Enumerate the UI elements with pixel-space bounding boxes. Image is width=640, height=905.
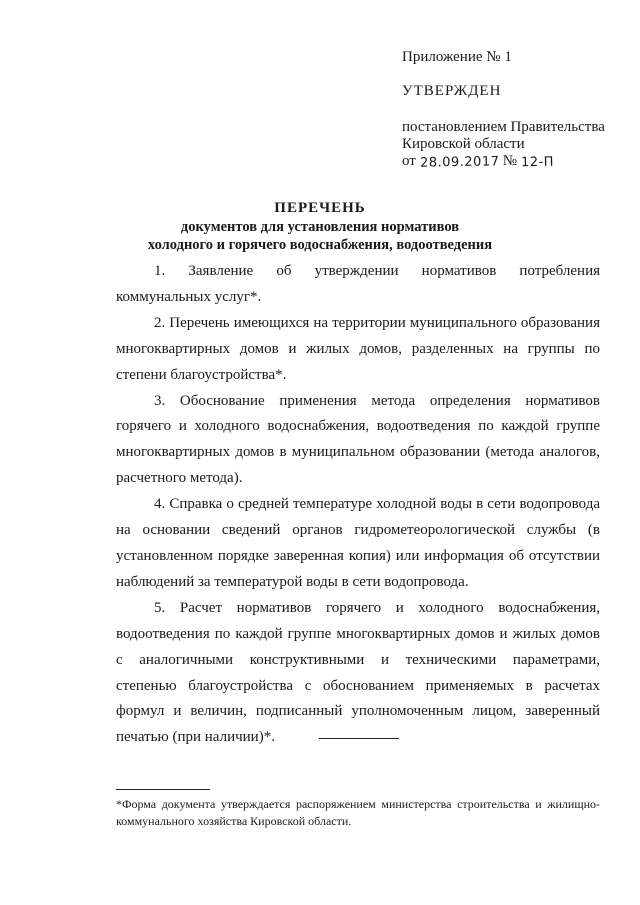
- title-subtitle-line-2: холодного и горячего водоснабжения, водоотведения: [147, 237, 493, 253]
- footnote: *Форма документа утверждается распоряжением министерства строительства и жилищно-коммунального хозяйства Кировской области.: [116, 797, 600, 828]
- decree-number-label: №: [502, 153, 518, 169]
- decree-date-handwritten: 28.09.2017: [419, 154, 500, 171]
- list-item: 3. Обоснование применения метода определения нормативов горячего и холодного водоснабжения, водоотведения по каждой группе многоквартирных домов в муниципальном образовании (метода аналогов, расчетного метода).: [116, 392, 600, 487]
- decree-number-handwritten: 12-П: [520, 154, 555, 171]
- title-main: ПЕРЕЧЕНЬ: [274, 200, 366, 216]
- list-item: 2. Перечень имеющихся на территории муниципального образования многоквартирных домов и жилых домов, разделенных на группы по степени благоустройства*.: [116, 314, 600, 383]
- approved-label: УТВЕРЖДЕН: [402, 83, 502, 99]
- decree-line-2: Кировской области: [402, 136, 525, 152]
- title-subtitle-line-1: документов для установления нормативов: [180, 219, 460, 235]
- decree-line-3: [402, 153, 605, 170]
- list-item: 5. Расчет нормативов горячего и холодного водоснабжения, водоотведения по каждой группе многоквартирных домов и жилых домов с аналогичными конструктивными и техническими параметрами, степенью благоустройства с обоснованием применяемых в расчетах формул и величин, подписанный уполномоченным лицом, заверенный печатью (при наличии)*.: [116, 599, 600, 746]
- document-title: [80, 198, 560, 254]
- end-divider: [319, 738, 399, 739]
- decree-reference: [402, 119, 605, 170]
- appendix-label: Приложение № 1: [402, 49, 512, 65]
- list-item: 4. Справка о средней температуре холодной воды в сети водопровода на основании сведений органов гидрометеорологической службы (в установленном порядке заверенная копия) или информация об отсутствии наблюдений за температурой воды в сети водопровода.: [116, 496, 600, 590]
- footnote-divider: [116, 789, 210, 790]
- decree-line-1: постановлением Правительства: [402, 119, 605, 135]
- list-item: 1. Заявление об утверждении нормативов потребления коммунальных услуг*.: [116, 263, 600, 305]
- document-list: [116, 259, 600, 751]
- decree-prefix: от: [402, 153, 416, 169]
